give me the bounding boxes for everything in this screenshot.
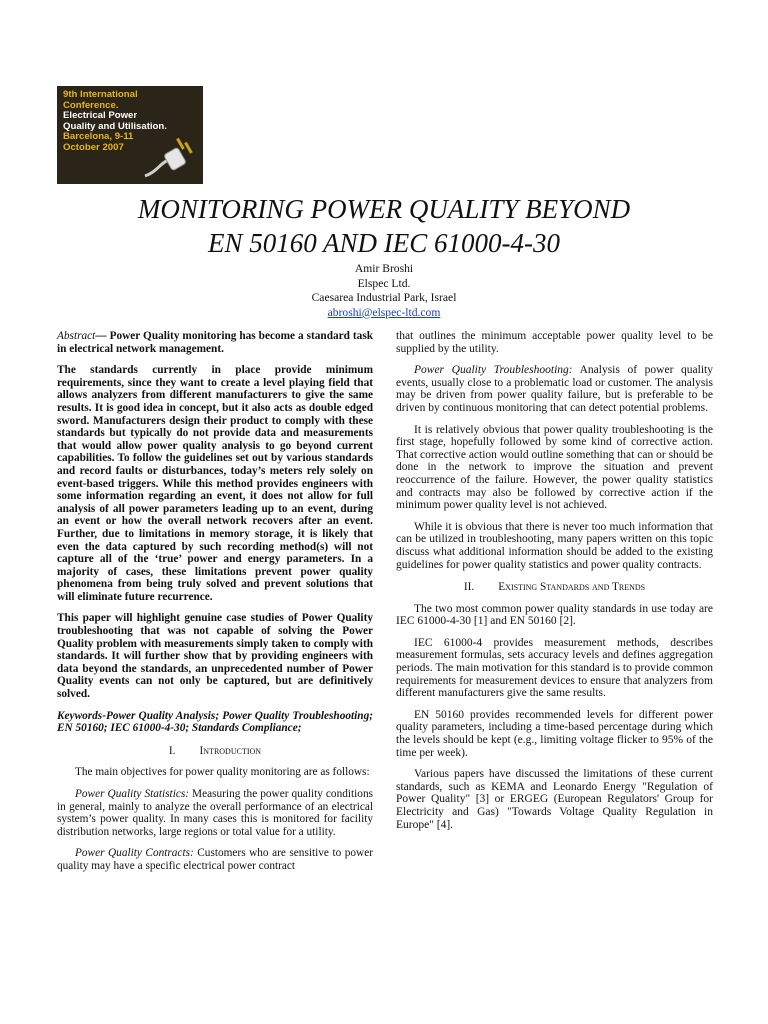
author-email-link[interactable]: abroshi@elspec-ltd.com	[327, 305, 441, 319]
power-plug-icon	[143, 132, 199, 180]
body-paragraph: that outlines the minimum acceptable power quality level to be supplied by the utility.	[396, 330, 713, 355]
body-paragraph: EN 50160 provides recommended levels for different power quality parameters, including a time-based percentage during which the levels should be kept (e.g., limiting voltage flicker to 95% of the time per week).	[396, 708, 713, 759]
keywords: Keywords-Power Quality Analysis; Power Quality Troubleshooting; EN 50160; IEC 61000-4-30; Standards Compliance;	[57, 709, 373, 735]
section-title: Existing Standards and Trends	[498, 581, 646, 594]
abstract-dash: —	[95, 330, 110, 342]
body-paragraph	[396, 364, 713, 414]
abstract-text: Power Quality monitoring has become a standard task in electrical network management.	[57, 330, 373, 355]
inline-text: Customers who are sensitive to power quality may have a specific electrical power contract	[57, 847, 373, 872]
inline-text: Measuring the power quality conditions in general, mainly to analyze the overall performance of an electrical system’s power quality. In many cases this is monitored for facility distribution networks, large regions or total value for a utility.	[57, 788, 373, 838]
abstract-paragraph: This paper will highlight genuine case studies of Power Quality troubleshooting that was not capable of solving the Power Quality problem with measurements simply taken to comply with standards. It will further show that by providing engineers with data beyond the standards, an unprecedented number of Power Quality events can not only be captured, but are definitively solved.	[57, 612, 373, 701]
section-heading-introduction	[57, 745, 373, 758]
logo-line: Electrical Power	[63, 110, 138, 121]
section-number: II.	[463, 581, 475, 594]
logo-line: Conference.	[63, 99, 119, 111]
abstract-paragraph: The standards currently in place provide minimum requirements, since they want to create a level playing field that allows analyzers from different manufacturers to give the same results. It is good idea in concept, but it also acts as double edged sword. Manufacturers design their product to comply with these standards but typically do not provide data and measurements that would allow power quality analysis to go beyond current capabilities. To follow the guidelines set out by various standards and record faults or disturbances, today’s meters rely solely on event-based triggers. While this method provides engineers with some information regarding an event, it does not allow for full analysis of all power parameters leading up to an event, during an event or how the overall network recovers after an event. Further, due to limitations in memory storage, it is likely that even the data captured by such recording method(s) will not capture all of the ‘true’ power and energy parameters. In a majority of cases, these limitations prevent power quality phenomena from being truly solved and prevent solutions that will eliminate future recurrence.	[57, 364, 373, 603]
title-line-2: EN 50160 AND IEC 61000-4-30	[208, 228, 560, 258]
inline-label: Power Quality Statistics:	[75, 788, 190, 800]
author-block	[0, 262, 768, 320]
author-address: Caesarea Industrial Park, Israel	[311, 291, 457, 304]
author-name: Amir Broshi	[354, 262, 414, 275]
inline-label: Power Quality Contracts:	[75, 847, 194, 860]
logo-line: 9th International	[63, 89, 138, 100]
paper-title	[0, 192, 768, 260]
abstract-paragraph	[57, 330, 373, 355]
conference-logo	[57, 86, 203, 184]
author-company: Elspec Ltd.	[357, 276, 411, 290]
logo-line: Quality and Utilisation.	[63, 120, 167, 132]
inline-text: Analysis of power quality events, usually close to a problematic load or customer. The analysis may be driven from power quality failure, but is preferable to be driven by continuous monitoring that can detect potential problems.	[396, 364, 713, 414]
body-paragraph: It is relatively obvious that power quality troubleshooting is the first stage, hopefully followed by some kind of corrective action. That corrective action would outline something that can or should be done in the network to improve the situation and prevent reoccurrence of the failure. However, the power quality statistics and contracts may also be followed by corrective action if the minimum power quality level is not achieved.	[396, 423, 713, 512]
logo-line: October 2007	[63, 141, 124, 153]
body-paragraph	[57, 847, 373, 872]
title-line-1: MONITORING POWER QUALITY BEYOND	[137, 194, 631, 224]
body-paragraph: While it is obvious that there is never too much information that can be utilized in troubleshooting, many papers written on this topic discuss what additional information should be added to the existing guidelines for power quality statistics and power quality contracts.	[396, 520, 713, 571]
body-paragraph: IEC 61000-4 provides measurement methods, describes measurement formulas, sets accuracy levels and defines aggregation periods. The main motivation for this standard is to provide common requirements for measurement devices to ensure that analyzers from different manufacturers give the same results.	[396, 636, 713, 700]
right-column	[396, 330, 713, 840]
section-heading-standards	[396, 581, 713, 594]
body-paragraph: The main objectives for power quality monitoring are as follows:	[75, 766, 370, 779]
left-column	[57, 330, 373, 882]
body-paragraph: The two most common power quality standards in use today are IEC 61000-4-30 [1] and EN 50160 [2].	[396, 602, 713, 628]
section-title: Introduction	[199, 744, 262, 757]
abstract-label: Abstract	[57, 330, 96, 342]
logo-line: Barcelona, 9-11	[63, 131, 134, 142]
body-paragraph: Various papers have discussed the limitations of these current standards, such as KEMA and Leonardo Energy "Regulation of Power Quality" [3] or ERGEG (European Regulators' Group for Electricity and Gas) "Towards Voltage Quality Regulation in Europe" [4].	[396, 768, 713, 831]
body-paragraph	[57, 788, 373, 838]
section-number: I.	[168, 744, 176, 757]
inline-label: Power Quality Troubleshooting:	[414, 364, 573, 377]
